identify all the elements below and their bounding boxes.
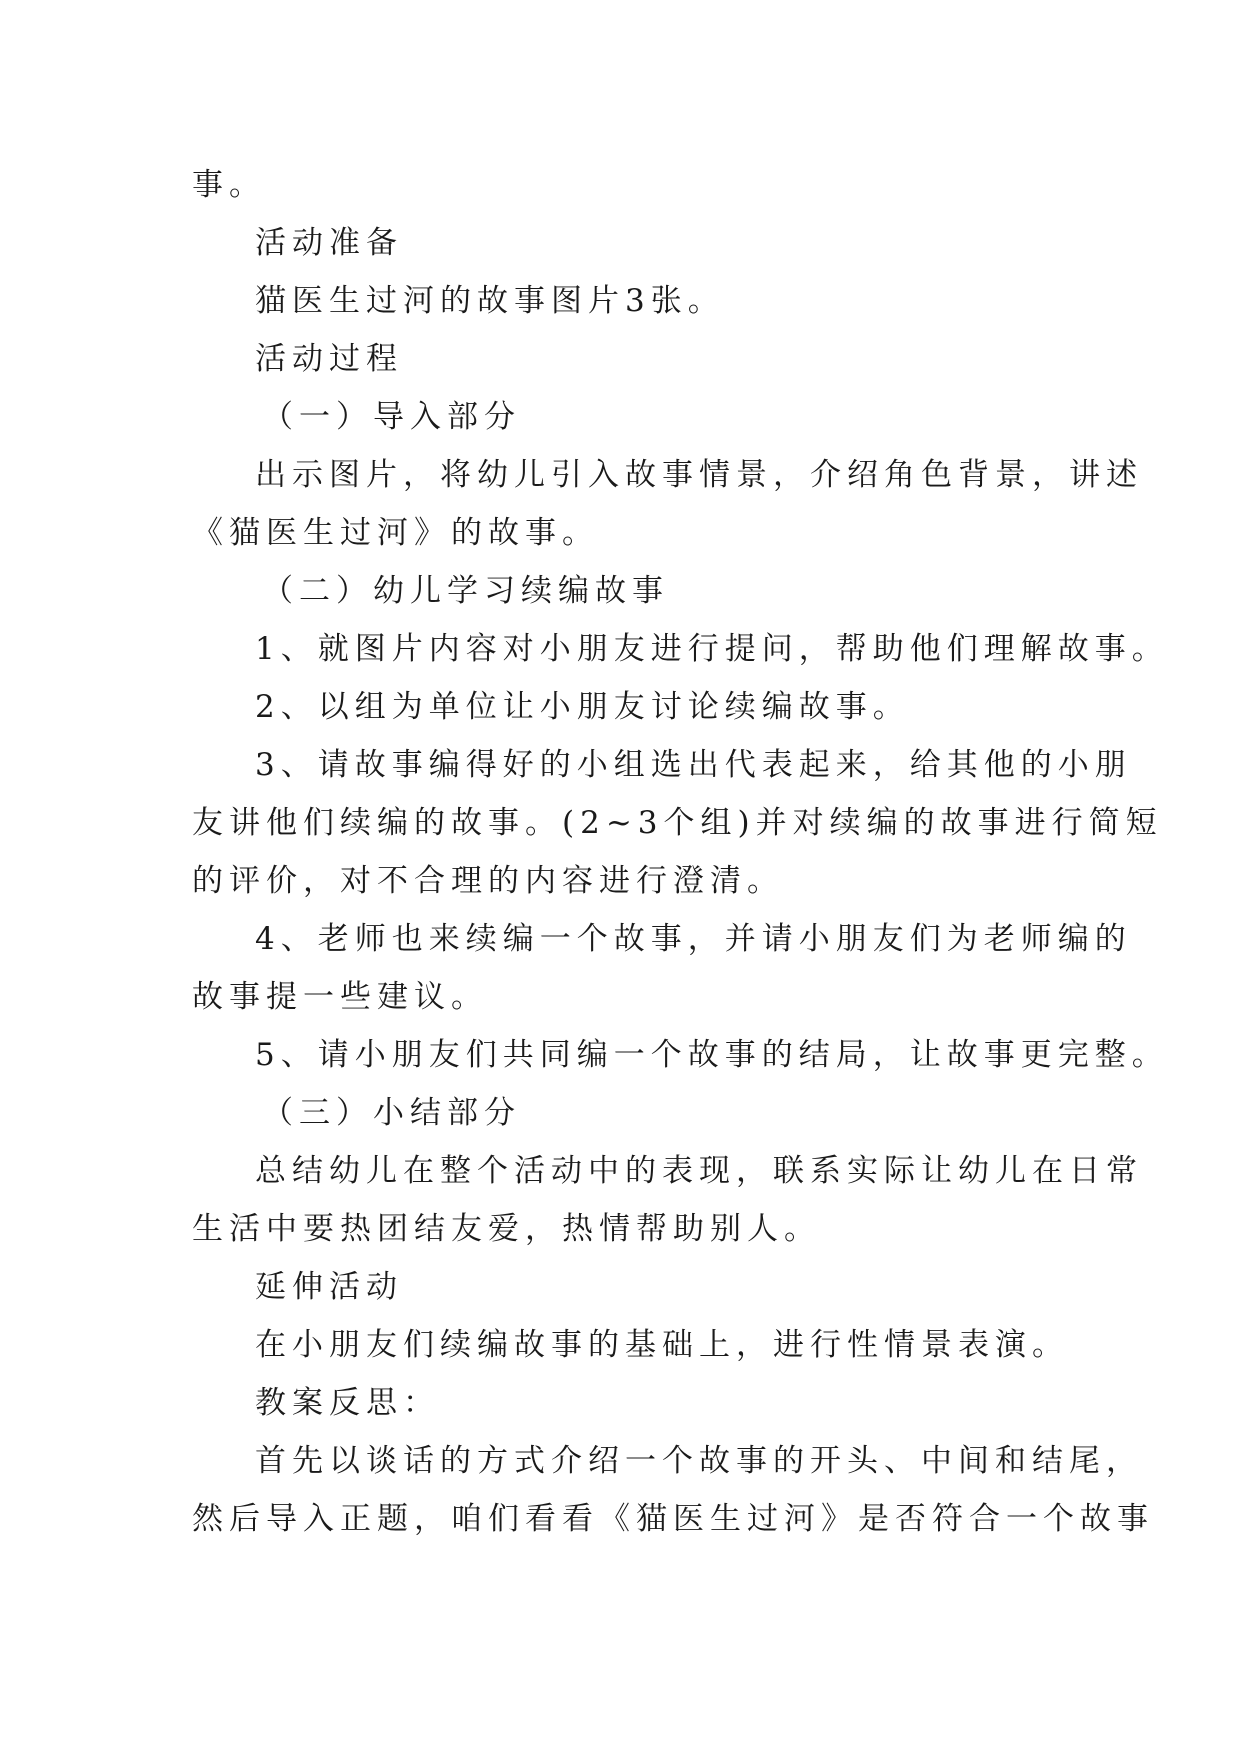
text-line: 的评价，对不合理的内容进行澄清。 [192,863,784,899]
section-heading: 延伸活动 [255,1269,403,1305]
list-item: 2、以组为单位让小朋友讨论续编故事。 [255,689,910,725]
list-item: 4、老师也来续编一个故事，并请小朋友们为老师编的 [255,921,1132,957]
list-item: 3、请故事编得好的小组选出代表起来，给其他的小朋 [255,747,1132,783]
section-heading: 活动准备 [255,225,403,261]
list-item: 5、请小朋友们共同编一个故事的结局，让故事更完整。 [255,1037,1169,1073]
subsection-heading: （二）幼儿学习续编故事 [262,573,669,609]
text-line: 首先以谈话的方式介绍一个故事的开头、中间和结尾， [255,1443,1143,1479]
text-line: 事。 [192,167,266,203]
subsection-heading: （三）小结部分 [262,1095,521,1131]
list-item: 1、就图片内容对小朋友进行提问，帮助他们理解故事。 [255,631,1169,667]
subsection-heading: （一）导入部分 [262,399,521,435]
section-heading: 教案反思： [255,1385,440,1421]
section-heading: 活动过程 [255,341,403,377]
text-line: 生活中要热团结友爱，热情帮助别人。 [192,1211,821,1247]
text-line: 友讲他们续编的故事。(2~3个组)并对续编的故事进行简短 [192,805,1163,841]
text-line: 在小朋友们续编故事的基础上，进行性情景表演。 [255,1327,1069,1363]
text-line: 猫医生过河的故事图片3张。 [255,283,725,319]
text-line: 出示图片，将幼儿引入故事情景，介绍角色背景，讲述 [255,457,1143,493]
text-line: 然后导入正题，咱们看看《猫医生过河》是否符合一个故事 [192,1501,1154,1537]
text-line: 故事提一些建议。 [192,979,488,1015]
text-line: 《猫医生过河》的故事。 [192,515,599,551]
text-line: 总结幼儿在整个活动中的表现，联系实际让幼儿在日常 [255,1153,1143,1189]
